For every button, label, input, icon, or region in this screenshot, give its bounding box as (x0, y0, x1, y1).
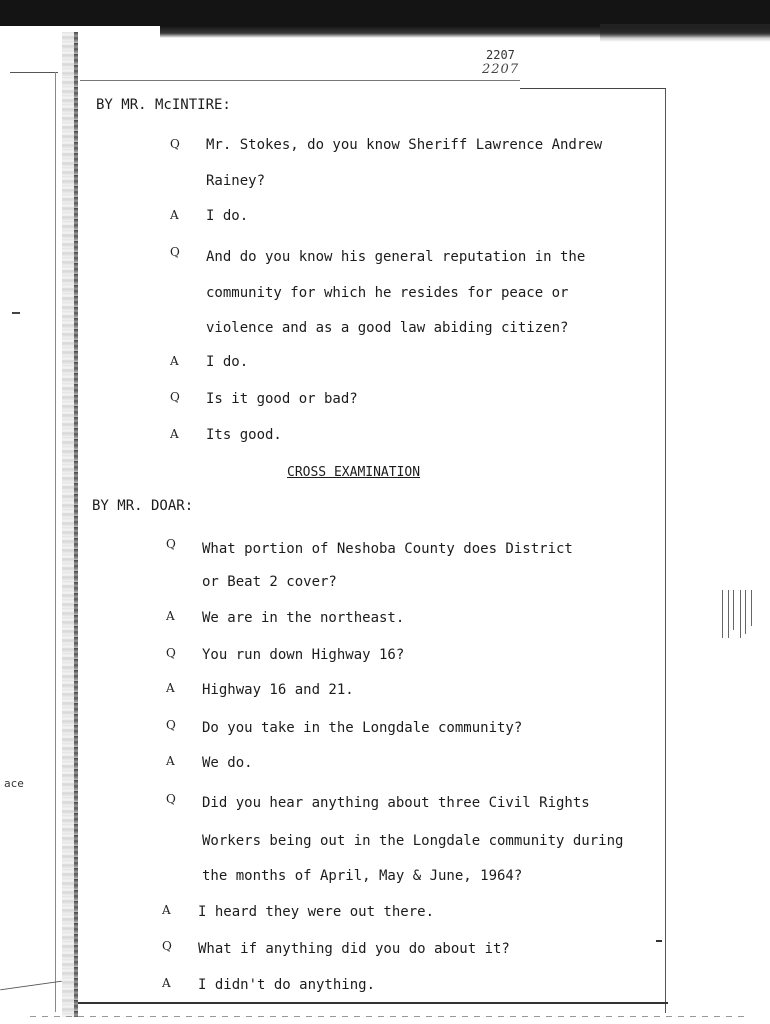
speaker-mark: A (162, 976, 171, 990)
transcript-line: Its good. (206, 427, 282, 443)
speaker-mark: Q (166, 792, 176, 806)
scan-top-shadow-fade-right (600, 24, 770, 42)
margin-text-fragment: ace (4, 777, 24, 790)
transcript-line: What portion of Neshoba County does District (202, 541, 573, 557)
transcript-line: Rainey? (206, 173, 266, 189)
examiner-heading: BY MR. DOAR: (92, 498, 194, 514)
speaker-mark: Q (166, 537, 176, 551)
speaker-mark: A (170, 427, 179, 441)
margin-rule-top (10, 72, 58, 73)
transcript-line: violence and as a good law abiding citizen? (206, 320, 569, 336)
scan-bottom-edge (30, 1016, 750, 1017)
transcript-line: Do you take in the Longdale community? (202, 720, 523, 736)
scan-top-shadow (0, 0, 770, 26)
page-number-handwritten: 2207 (482, 62, 520, 77)
page-binding-edge (74, 32, 78, 1017)
speaker-mark: Q (166, 718, 176, 732)
examiner-heading: BY MR. McINTIRE: (96, 97, 231, 113)
page-number: 2207 (486, 48, 515, 62)
speaker-mark: Q (170, 245, 180, 259)
transcript-line: Did you hear anything about three Civil Rights (202, 795, 590, 811)
page-top-rule (80, 80, 520, 81)
speaker-mark: Q (166, 646, 176, 660)
margin-rule-right (665, 88, 666, 1013)
transcript-line: What if anything did you do about it? (198, 941, 510, 957)
margin-tick-right (656, 940, 662, 942)
transcript-line: I heard they were out there. (198, 904, 435, 920)
speaker-mark: A (162, 903, 171, 917)
scan-artifact-marks (718, 590, 758, 640)
transcript-line: I didn't do anything. (198, 977, 376, 993)
speaker-mark: A (166, 609, 175, 623)
margin-tick (12, 312, 20, 314)
transcript-line: community for which he resides for peace or (206, 285, 569, 301)
transcript-line: the months of April, May & June, 1964? (202, 868, 523, 884)
transcript-line: Is it good or bad? (206, 391, 358, 407)
margin-rule-right-top (520, 88, 666, 89)
transcript-line: Mr. Stokes, do you know Sheriff Lawrence Andrew (206, 137, 603, 153)
speaker-mark: Q (162, 939, 172, 953)
transcript-line: or Beat 2 cover? (202, 574, 337, 590)
transcript-line: Highway 16 and 21. (202, 682, 354, 698)
speaker-mark: Q (170, 390, 180, 404)
margin-rule-bottom (0, 981, 62, 991)
speaker-mark: Q (170, 137, 180, 151)
speaker-mark: A (166, 681, 175, 695)
speaker-mark: A (166, 754, 175, 768)
transcript-line: And do you know his general reputation in the (206, 249, 586, 265)
transcript-line: I do. (206, 208, 249, 224)
speaker-mark: A (170, 354, 179, 368)
margin-rule-left (55, 72, 56, 1012)
transcript-line: We do. (202, 755, 253, 771)
transcript-line: Workers being out in the Longdale community during (202, 833, 624, 849)
page-bottom-rule (78, 1002, 668, 1004)
transcript-line: I do. (206, 354, 249, 370)
transcript-line: We are in the northeast. (202, 610, 405, 626)
section-heading: CROSS EXAMINATION (287, 465, 421, 480)
speaker-mark: A (170, 208, 179, 222)
transcript-line: You run down Highway 16? (202, 647, 405, 663)
